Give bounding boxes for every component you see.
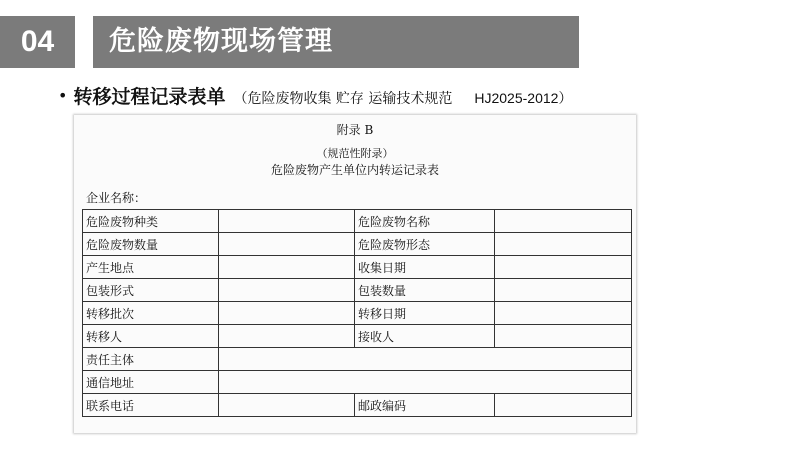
table-cell-label: 危险废物种类	[83, 210, 219, 233]
table-row	[83, 233, 632, 256]
table-cell-label: 转移日期	[355, 302, 495, 325]
table-cell-value	[495, 256, 632, 279]
slide-subtitle	[58, 82, 572, 109]
table-cell-label: 接收人	[355, 325, 495, 348]
normative-label: （规范性附录）	[316, 147, 394, 160]
table-row	[83, 371, 632, 394]
table-row	[83, 279, 632, 302]
table-cell-label: 包装形式	[83, 279, 219, 302]
section-title: 危险废物现场管理	[93, 16, 579, 68]
table-cell-value	[219, 210, 355, 233]
table-cell-label: 包装数量	[355, 279, 495, 302]
table-cell-value	[495, 210, 632, 233]
subtitle-main: 转移过程记录表单	[73, 86, 226, 108]
company-name-label: 企业名称：	[86, 191, 147, 205]
table-row	[83, 325, 632, 348]
transfer-record-table	[82, 209, 632, 417]
table-cell-value	[219, 325, 355, 348]
table-cell-label: 危险废物名称	[355, 210, 495, 233]
table-cell-value	[495, 233, 632, 256]
table-cell-value	[495, 394, 632, 417]
table-cell-value	[219, 302, 355, 325]
table-cell-label: 联系电话	[83, 394, 219, 417]
table-row	[83, 348, 632, 371]
table-cell-value	[219, 256, 355, 279]
table-row	[83, 256, 632, 279]
form-title: 危险废物产生单位内转运记录表	[270, 163, 439, 177]
table-cell-value	[219, 394, 355, 417]
table-cell-value	[219, 233, 355, 256]
document-image	[74, 115, 636, 433]
table-cell-label: 转移人	[83, 325, 219, 348]
section-number: 04	[0, 16, 75, 68]
table-cell-label: 危险废物数量	[83, 233, 219, 256]
table-cell-value	[495, 279, 632, 302]
table-cell-value	[495, 302, 632, 325]
table-cell-label: 危险废物形态	[355, 233, 495, 256]
table-cell-label: 转移批次	[83, 302, 219, 325]
table-cell-label: 收集日期	[355, 256, 495, 279]
appendix-label: 附录 B	[336, 123, 374, 137]
subtitle-note: （危险废物收集 贮存 运输技术规范	[233, 91, 453, 107]
table-row	[83, 210, 632, 233]
bullet-icon: •	[58, 86, 68, 105]
subtitle-standard: HJ2025-2012）	[474, 90, 573, 106]
table-cell-value	[219, 371, 632, 394]
table-row	[83, 394, 632, 417]
table-cell-label: 责任主体	[83, 348, 219, 371]
table-cell-value	[219, 279, 355, 302]
table-cell-label: 产生地点	[83, 256, 219, 279]
table-cell-label: 通信地址	[83, 371, 219, 394]
table-cell-value	[495, 325, 632, 348]
table-cell-label: 邮政编码	[355, 394, 495, 417]
table-cell-value	[219, 348, 632, 371]
table-row	[83, 302, 632, 325]
